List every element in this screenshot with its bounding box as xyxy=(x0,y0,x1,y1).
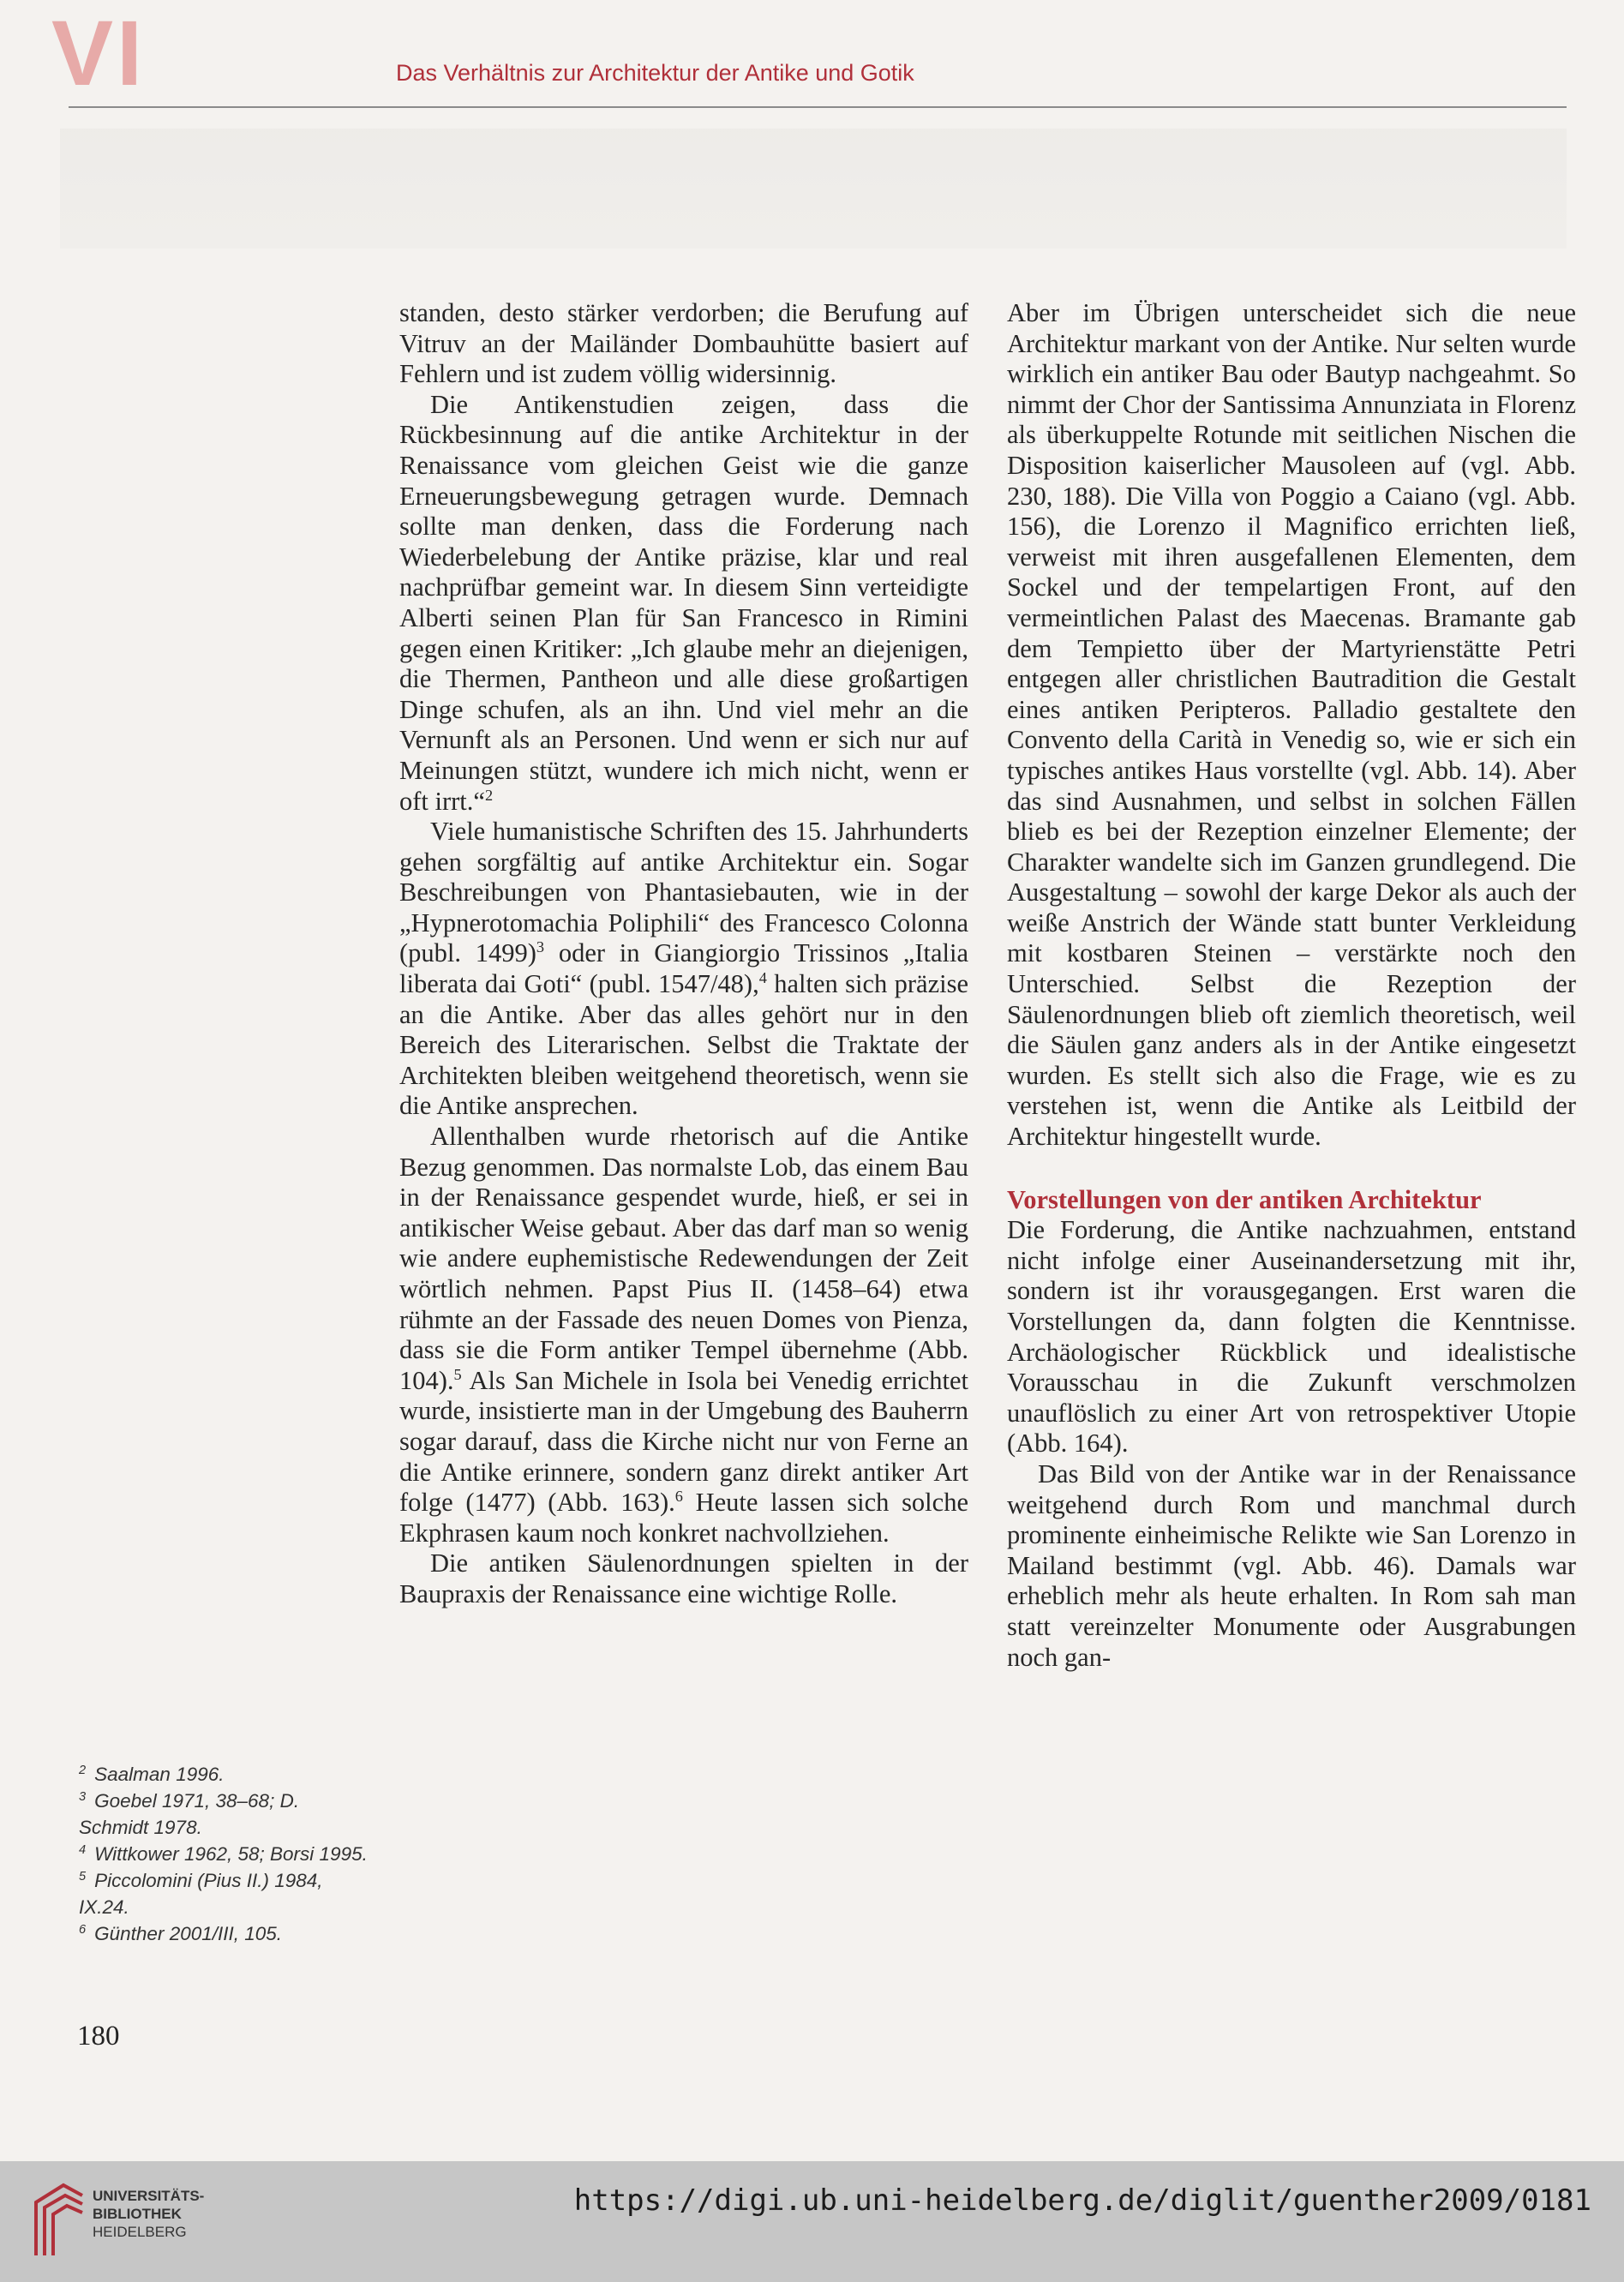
header-divider xyxy=(69,106,1567,108)
paragraph: Die antiken Säulenordnungen spielten in der Baupraxis der Renaissance eine wichtige Rolle. xyxy=(399,1548,968,1608)
paragraph: Das Bild von der Antike war in der Renaissance weitgehend durch Rom und manchmal durch prominente einheimische Relikte wie San Lorenzo in Mailand bestimmt (vgl. Abb. 46). Damals war erheblich mehr als heute erhalten. In Rom sah man statt vereinzelter Monumente oder Ausgrabungen noch gan- xyxy=(1007,1458,1576,1672)
left-text-column xyxy=(399,298,968,1610)
footnote: $^2$ Saalman 1996. xyxy=(79,1763,225,1785)
footnote: $^5$ Piccolomini (Pius II.) 1984, IX.24. xyxy=(79,1869,323,1918)
footnote-ref: 3 xyxy=(536,938,545,956)
footnotes xyxy=(79,1761,370,1947)
bleed-through-shadow xyxy=(60,129,1567,249)
footnote: $^4$ Wittkower 1962, 58; Borsi 1995. xyxy=(79,1842,368,1865)
page-number: 180 xyxy=(77,2021,120,2051)
running-header-title: Das Verhältnis zur Architektur der Antike und Gotik xyxy=(396,60,914,86)
paragraph: Viele humanistische Schriften des 15. Jahrhunderts gehen sorgfältig auf antike Architektur ein. Sogar Beschreibungen von Phantasiebauten, wie in der „Hypnerotomachia Poliphili“ des Francesco Colonna (publ. 1499)$^3$ oder in Giangiorgio Trissinos „Italia liberata dai Goti“ (publ. 1547/48),$^4$ halten sich präzise an die Antike. Aber das alles gehört nur in den Bereich des Literarischen. Selbst die Traktate der Architekten bleiben weitgehend theoretisch, wenn sie die Antike ansprechen. xyxy=(399,817,968,1121)
footnote-ref: 4 xyxy=(758,968,767,986)
footnote: $^3$ Goebel 1971, 38–68; D. Schmidt 1978. xyxy=(79,1789,300,1838)
library-name: UNIVERSITÄTS- BIBLIOTHEK HEIDELBERG xyxy=(93,2188,205,2240)
chapter-number: VI xyxy=(51,1,147,105)
paragraph: Die Forderung, die Antike nachzuahmen, entstand nicht infolge einer Auseinandersetzung mit ihr, sondern ist ihr vorausgegangen. Erst waren die Vorstellungen da, dann folgten die Kenntnisse. Archäologischer Rückblick und idealistische Vorausschau in die Zukunft verschmolzen unauflöslich zu einer Art von retrospektiver Utopie (Abb. 164). xyxy=(1007,1215,1576,1458)
document-url-link[interactable]: https://digi.ub.uni-heidelberg.de/diglit/guenther2009/0181 xyxy=(573,2183,1591,2218)
paragraph: Aber im Übrigen unterscheidet sich die neue Architektur markant von der Antike. Nur selten wurde wirklich ein antiker Bau oder Bautyp nachgeahmt. So nimmt der Chor der Santissima Annunziata in Florenz als überkuppelte Rotunde mit seitlichen Nischen die Disposition kaiserlicher Mausoleen auf (vgl. Abb. 230, 188). Die Villa von Poggio a Caiano (vgl. Abb. 156), die Lorenzo il Magnifico errichten ließ, verweist mit ihren ausgefallenen Elementen, dem Sockel und der tempelartigen Front, auf den vermeintlichen Palast des Maecenas. Bramante gab dem Tempietto über der Martyrienstätte Petri entgegen aller christlichen Bautradition die Gestalt eines antiken Peripteros. Palladio gestaltete den Convento della Carità in Venedig so, wie er sich ein typisches antikes Haus vorstellte (vgl. Abb. 14). Aber das sind Ausnahmen, und selbst in solchen Fällen blieb es bei der Rezeption einzelner Elemente; der Charakter wandelte sich im Ganzen grundlegend. Die Ausgestaltung – sowohl der karge Dekor als auch der weiße Anstrich der Wände statt bunter Verkleidung mit kostbaren Steinen – verstärkte noch den Unterschied. Selbst die Rezeption der Säulenordnungen blieb oft ziemlich theoretisch, weil die Säulen ganz anders als in der Antike eingesetzt wurden. Es stellt sich also die Frage, wie es zu verstehen ist, wenn die Antike als Leitbild der Architektur hingestellt wurde. xyxy=(1007,298,1576,1152)
footer-bar xyxy=(0,2161,1624,2282)
section-heading: Vorstellungen von der antiken Architektur xyxy=(1007,1184,1482,1214)
footnote-ref: 2 xyxy=(484,786,494,804)
paragraph: Die Antikenstudien zeigen, dass die Rückbesinnung auf die antike Architektur in der Renaissance vom gleichen Geist wie die ganze Erneuerungsbewegung getragen wurde. Demnach sollte man denken, dass die Forderung nach Wiederbelebung der Antike präzise, klar und real nachprüfbar gemeint war. In diesem Sinn verteidigte Alberti seinen Plan für San Francesco in Rimini gegen einen Kritiker: „Ich glaube mehr an diejenigen, die Thermen, Pantheon und alle diese großartigen Dinge schufen, als an ihn. Und viel mehr an die Vernunft als an Personen. Und wenn er sich nur auf Meinungen stützt, wundere ich mich nicht, wenn er oft irrt.“$^2$ xyxy=(399,389,968,816)
paragraph: standen, desto stärker verdorben; die Berufung auf Vitruv an der Mailänder Dombauhütte basiert auf Fehlern und ist zudem völlig widersinnig. xyxy=(399,298,968,389)
right-text-column xyxy=(1007,298,1576,1673)
footnote: $^6$ Günther 2001/III, 105. xyxy=(79,1922,283,1944)
footnote-ref: 6 xyxy=(674,1488,683,1505)
university-library-logo-icon xyxy=(29,2177,89,2262)
footnote-ref: 5 xyxy=(453,1365,462,1383)
paragraph: Allenthalben wurde rhetorisch auf die Antike Bezug genommen. Das normalste Lob, das einem Bau in der Renaissance gespendet wurde, hieß, er sei in antikischer Weise gebaut. Aber das darf man so wenig wie andere euphemistische Redewendungen der Zeit wörtlich nehmen. Papst Pius II. (1458–64) etwa rühmte an der Fassade des neuen Domes von Pienza, dass sie die Form antiker Tempel übernehme (Abb. 104).$^5$ Als San Michele in Isola bei Venedig errichtet wurde, insistierte man in der Umgebung des Bauherrn sogar darauf, dass die Kirche nicht nur von Ferne an die Antike erinnere, sondern ganz direkt antiker Art folge (1477) (Abb. 163).$^6$ Heute lassen sich solche Ekphrasen kaum noch konkret nachvollziehen. xyxy=(399,1122,968,1548)
